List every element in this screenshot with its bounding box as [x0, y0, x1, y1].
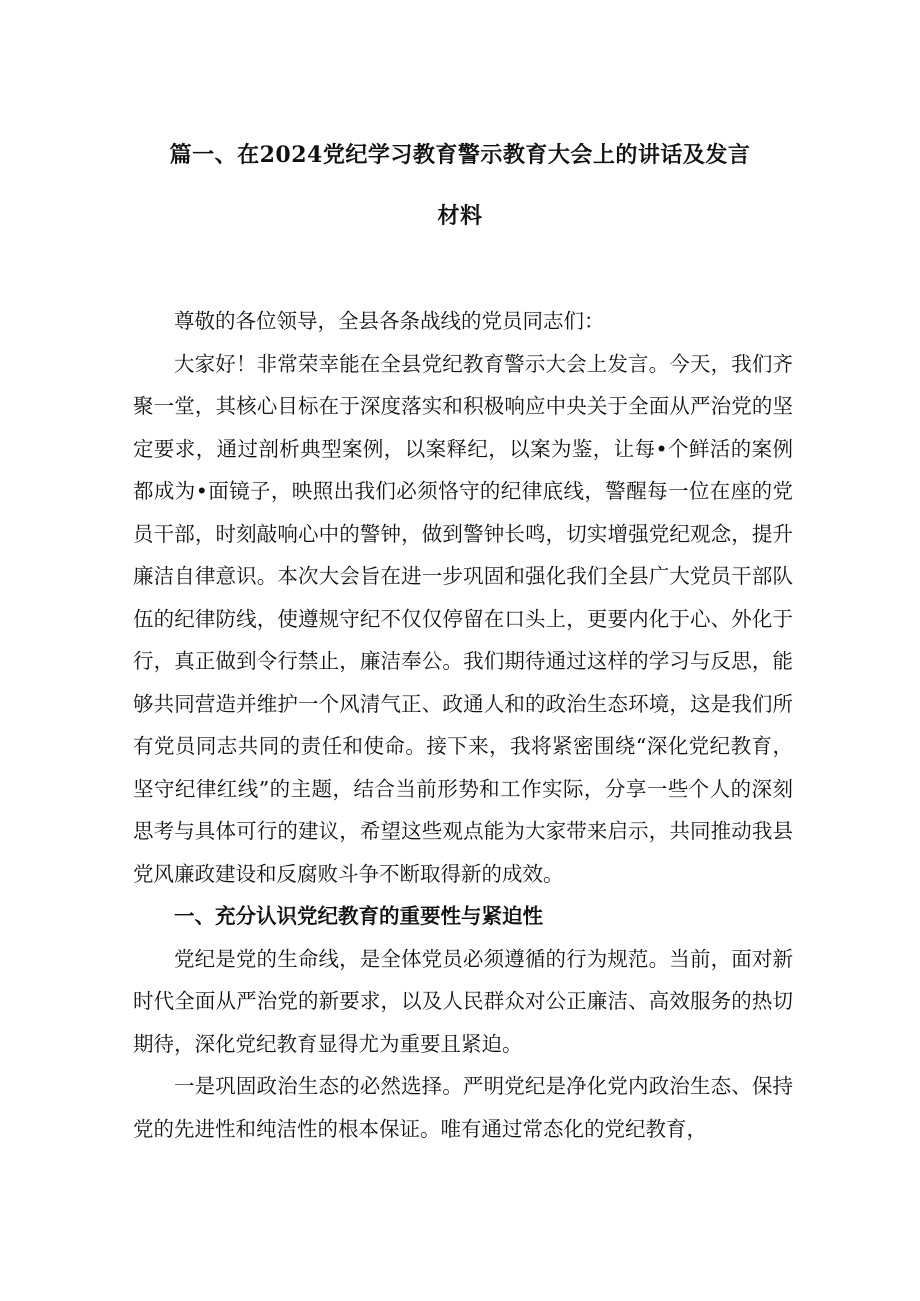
intro-paragraph: 大家好！非常荣幸能在全县党纪教育警示大会上发言。今天，我们齐聚一堂，其核心目标在于深度落实和积极响应中央关于全面从严治党的坚定要求，通过剖析典型案例，以案释纪，以案为鉴，让每•个鲜活的案例都成为•面镜子，映照出我们必须恪守的纪律底线，警醒每一位在座的党员干部，时刻敲响心中的警钟，做到警钟长鸣，切实增强党纪观念，提升廉洁自律意识。本次大会旨在进一步巩固和强化我们全县广大党员干部队伍的纪律防线，使遵规守纪不仅仅停留在口头上，更要内化于心、外化于行，真正做到令行禁止，廉洁奉公。我们期待通过这样的学习与反思，能够共同营造并维护一个风清气正、政通人和的政治生态环境，这是我们所有党员同志共同的责任和使命。接下来，我将紧密围绕“深化党纪教育，坚守纪律红线”的主题，结合当前形势和工作实际，分享一些个人的深刻思考与具体可行的建议，希望这些观点能为大家带来启示，共同推动我县党风廉政建设和反腐败斗争不断取得新的成效。 — [133, 351, 793, 886]
document-title-line-2: 材料 — [437, 203, 483, 229]
section-1-paragraph-2: 一是巩固政治生态的必然选择。严明党纪是净化党内政治生态、保持党的先进性和纯洁性的根本保证。唯有通过常态化的党纪教育， — [133, 1074, 793, 1141]
document-title-line-1: 篇一、在2024党纪学习教育警示教育大会上的讲话及发言 — [169, 142, 751, 168]
document-body — [133, 300, 793, 1150]
section-heading-1: 一、充分认识党纪教育的重要性与紧迫性 — [174, 904, 543, 928]
section-1-paragraph-1: 党纪是党的生命线，是全体党员必须遵循的行为规范。当前，面对新时代全面从严治党的新要求，以及人民群众对公正廉洁、高效服务的热切期待，深化党纪教育显得尤为重要且紧迫。 — [133, 946, 793, 1056]
salutation: 尊敬的各位领导，全县各条战线的党员同志们： — [174, 309, 605, 333]
